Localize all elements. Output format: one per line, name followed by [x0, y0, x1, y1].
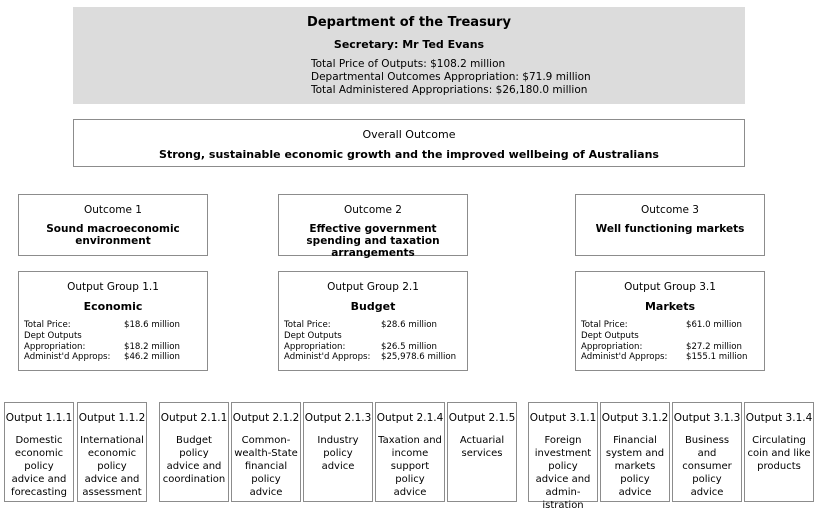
output-group-financials	[284, 320, 463, 363]
output-group-financials	[581, 320, 760, 363]
outcome-3-box	[575, 194, 765, 256]
outcome-text: Effective government spending and taxation arrangements	[306, 223, 440, 259]
output-3-1-1-box	[528, 402, 598, 511]
total-price-label: Total Price:	[24, 320, 71, 330]
overall-outcome-box	[73, 119, 745, 167]
output-3-1-2-box	[600, 402, 670, 502]
outcome-label: Outcome 2	[344, 204, 402, 216]
output-label: Output 2.1.3	[304, 412, 372, 424]
output-group-name: Markets	[644, 300, 696, 313]
output-3-1-4-box	[744, 402, 814, 502]
outcome-text: Sound macroeconomic environment	[46, 223, 180, 247]
output-group-financials	[24, 320, 203, 363]
total-price-label: Total Price:	[284, 320, 331, 330]
output-text: Financial system and markets policy advice	[605, 435, 665, 498]
output-label: Output 3.1.4	[745, 412, 813, 424]
administered-value: $46.2 million	[124, 352, 180, 363]
outcome-text: Well functioning markets	[595, 223, 745, 235]
administered-label: Administ'd Approps:	[24, 352, 111, 363]
department-header	[73, 7, 745, 104]
output-text: International economic policy advice and assessment	[80, 435, 144, 498]
output-text: Business and consumer policy advice	[682, 435, 732, 498]
output-label: Output 1.1.1	[5, 412, 73, 424]
output-text: Budget policy advice and coordination	[162, 435, 226, 485]
output-text: Circulating coin and like products	[747, 435, 811, 472]
administered-value: $25,978.6 million	[381, 352, 457, 363]
dept-outputs-label: Dept Outputs	[284, 330, 342, 341]
output-label: Output 3.1.1	[529, 412, 597, 424]
secretary-line: Secretary: Mr Ted Evans	[333, 38, 485, 51]
output-group-1-1-box	[18, 271, 208, 371]
department-title: Department of the Treasury	[307, 15, 511, 30]
output-label: Output 2.1.2	[232, 412, 300, 424]
outcome-1-box	[18, 194, 208, 256]
output-1-1-2-box	[77, 402, 147, 502]
dept-appropriation-line: Departmental Outcomes Appropriation: $71.9 million	[311, 71, 591, 83]
total-price-value: $28.6 million	[381, 320, 437, 330]
appropriation-label: Appropriation:	[581, 341, 643, 352]
output-text: Industry policy advice	[317, 435, 359, 472]
total-price-label: Total Price:	[581, 320, 628, 330]
total-price-line: Total Price of Outputs: $108.2 million	[311, 58, 506, 70]
output-label: Output 2.1.5	[448, 412, 516, 424]
administered-label: Administ'd Approps:	[581, 352, 668, 363]
administered-value: $155.1 million	[686, 352, 748, 363]
output-label: Output 1.1.2	[78, 412, 146, 424]
administered-appropriations-line: Total Administered Appropriations: $26,180.0 million	[311, 84, 588, 96]
output-label: Output 2.1.4	[376, 412, 444, 424]
appropriation-label: Appropriation:	[24, 341, 86, 352]
appropriation-value: $18.2 million	[124, 341, 180, 352]
output-text: Foreign investment policy advice and admin-istration	[534, 435, 592, 511]
output-3-1-3-box	[672, 402, 742, 502]
output-2-1-5-box	[447, 402, 517, 502]
dept-outputs-label: Dept Outputs	[581, 330, 639, 341]
total-price-value: $18.6 million	[124, 320, 180, 330]
output-text: Domestic economic policy advice and forecasting	[11, 435, 67, 498]
output-group-name: Economic	[83, 300, 143, 313]
output-label: Output 2.1.1	[160, 412, 228, 424]
overall-outcome-text: Strong, sustainable economic growth and the improved wellbeing of Australians	[159, 148, 659, 161]
output-label: Output 3.1.3	[673, 412, 741, 424]
output-2-1-4-box	[375, 402, 445, 502]
overall-outcome-label: Overall Outcome	[362, 128, 456, 141]
outcome-2-box	[278, 194, 468, 259]
administered-label: Administ'd Approps:	[284, 352, 371, 363]
output-2-1-1-box	[159, 402, 229, 502]
output-text: Common-wealth-State financial policy advice	[234, 435, 298, 498]
output-group-2-1-box	[278, 271, 468, 371]
appropriation-value: $27.2 million	[686, 341, 742, 352]
output-text: Actuarial services	[459, 435, 505, 459]
appropriation-value: $26.5 million	[381, 341, 437, 352]
output-group-label: Output Group 2.1	[327, 281, 419, 293]
output-2-1-3-box	[303, 402, 373, 502]
output-group-name: Budget	[350, 300, 396, 313]
appropriation-label: Appropriation:	[284, 341, 346, 352]
department-financials	[311, 58, 591, 97]
output-text: Taxation and income support policy advice	[378, 435, 442, 498]
output-1-1-1-box	[4, 402, 74, 502]
outcome-label: Outcome 3	[641, 204, 699, 216]
output-group-label: Output Group 1.1	[67, 281, 159, 293]
output-2-1-2-box	[231, 402, 301, 502]
dept-outputs-label: Dept Outputs	[24, 330, 82, 341]
output-group-3-1-box	[575, 271, 765, 371]
output-label: Output 3.1.2	[601, 412, 669, 424]
total-price-value: $61.0 million	[686, 320, 742, 330]
output-group-label: Output Group 3.1	[624, 281, 716, 293]
outcome-label: Outcome 1	[84, 204, 142, 216]
